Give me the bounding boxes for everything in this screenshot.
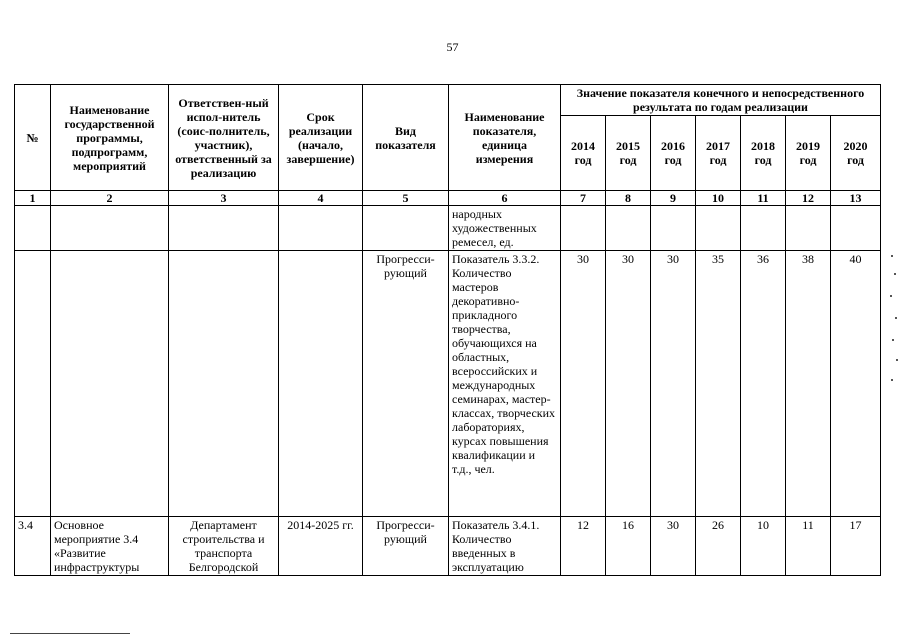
header-year: 2019 год <box>786 116 831 191</box>
header-year: 2014 год <box>561 116 606 191</box>
row-type-cell: Прогресси-рующий <box>363 517 449 576</box>
indicator-table <box>14 84 881 576</box>
row-program-cell <box>51 206 169 251</box>
row-executor-cell: Департамент строительства и транспорта Белгородской <box>169 517 279 576</box>
table-row <box>15 206 881 251</box>
header-term: Срок реализации (начало, завершение) <box>279 85 363 191</box>
row-value-cell <box>561 206 606 251</box>
row-executor-cell <box>169 206 279 251</box>
row-term-cell <box>279 251 363 517</box>
table-row <box>15 251 881 517</box>
row-value-cell: 35 <box>696 251 741 517</box>
row-program-cell <box>51 251 169 517</box>
row-value-cell: 40 <box>831 251 881 517</box>
row-value-cell: 30 <box>561 251 606 517</box>
header-values-group: Значение показателя конечного и непосредственного результата по годам реализации <box>561 85 881 116</box>
column-number: 2 <box>51 191 169 206</box>
row-term-cell: 2014-2025 гг. <box>279 517 363 576</box>
row-type-cell <box>363 206 449 251</box>
header-year: 2016 год <box>651 116 696 191</box>
header-year: 2020 год <box>831 116 881 191</box>
row-value-cell: 36 <box>741 251 786 517</box>
row-term-cell <box>279 206 363 251</box>
row-indicator-cell: Показатель 3.3.2. Количество мастеров декоративно-прикладного творчества, обучающихся на областных, всероссийских и международных семинарах, мастер-классах, творческих лабораториях, курсах повышения квалификации и т.д., чел. <box>449 251 561 517</box>
column-number: 11 <box>741 191 786 206</box>
row-value-cell: 17 <box>831 517 881 576</box>
row-value-cell: 26 <box>696 517 741 576</box>
column-number: 3 <box>169 191 279 206</box>
row-value-cell <box>651 206 696 251</box>
row-num-cell <box>15 206 51 251</box>
row-num-cell <box>15 251 51 517</box>
row-value-cell <box>741 206 786 251</box>
row-value-cell: 16 <box>606 517 651 576</box>
row-value-cell: 30 <box>651 517 696 576</box>
header-num: № <box>15 85 51 191</box>
column-number: 10 <box>696 191 741 206</box>
row-type-cell: Прогресси-рующий <box>363 251 449 517</box>
row-value-cell <box>831 206 881 251</box>
scan-artifact-dots <box>889 255 899 385</box>
header-year: 2018 год <box>741 116 786 191</box>
row-indicator-cell: народных художественных ремесел, ед. <box>449 206 561 251</box>
row-value-cell: 30 <box>651 251 696 517</box>
header-year: 2017 год <box>696 116 741 191</box>
page-number: 57 <box>446 40 459 54</box>
column-number: 1 <box>15 191 51 206</box>
header-executor: Ответствен-ный испол-нитель (соис-полнитель, участник), ответственный за реализацию <box>169 85 279 191</box>
row-value-cell: 12 <box>561 517 606 576</box>
row-value-cell: 38 <box>786 251 831 517</box>
column-number: 8 <box>606 191 651 206</box>
column-number: 4 <box>279 191 363 206</box>
column-number: 6 <box>449 191 561 206</box>
row-indicator-cell: Показатель 3.4.1. Количество введенных в эксплуатацию <box>449 517 561 576</box>
table-row <box>15 517 881 576</box>
header-program: Наименование государственной программы, подпрограмм, мероприятий <box>51 85 169 191</box>
row-value-cell: 10 <box>741 517 786 576</box>
row-value-cell <box>696 206 741 251</box>
column-number: 12 <box>786 191 831 206</box>
header-year: 2015 год <box>606 116 651 191</box>
column-number: 5 <box>363 191 449 206</box>
row-program-cell: Основное мероприятие 3.4 «Развитие инфраструктуры <box>51 517 169 576</box>
column-number: 13 <box>831 191 881 206</box>
header-indicator-name: Наименование показателя, единица измерения <box>449 85 561 191</box>
header-indicator-type: Вид показателя <box>363 85 449 191</box>
row-value-cell <box>606 206 651 251</box>
row-executor-cell <box>169 251 279 517</box>
column-number: 7 <box>561 191 606 206</box>
row-num-cell: 3.4 <box>15 517 51 576</box>
row-value-cell: 11 <box>786 517 831 576</box>
row-value-cell: 30 <box>606 251 651 517</box>
scan-edge-line <box>10 633 130 634</box>
column-number: 9 <box>651 191 696 206</box>
row-value-cell <box>786 206 831 251</box>
